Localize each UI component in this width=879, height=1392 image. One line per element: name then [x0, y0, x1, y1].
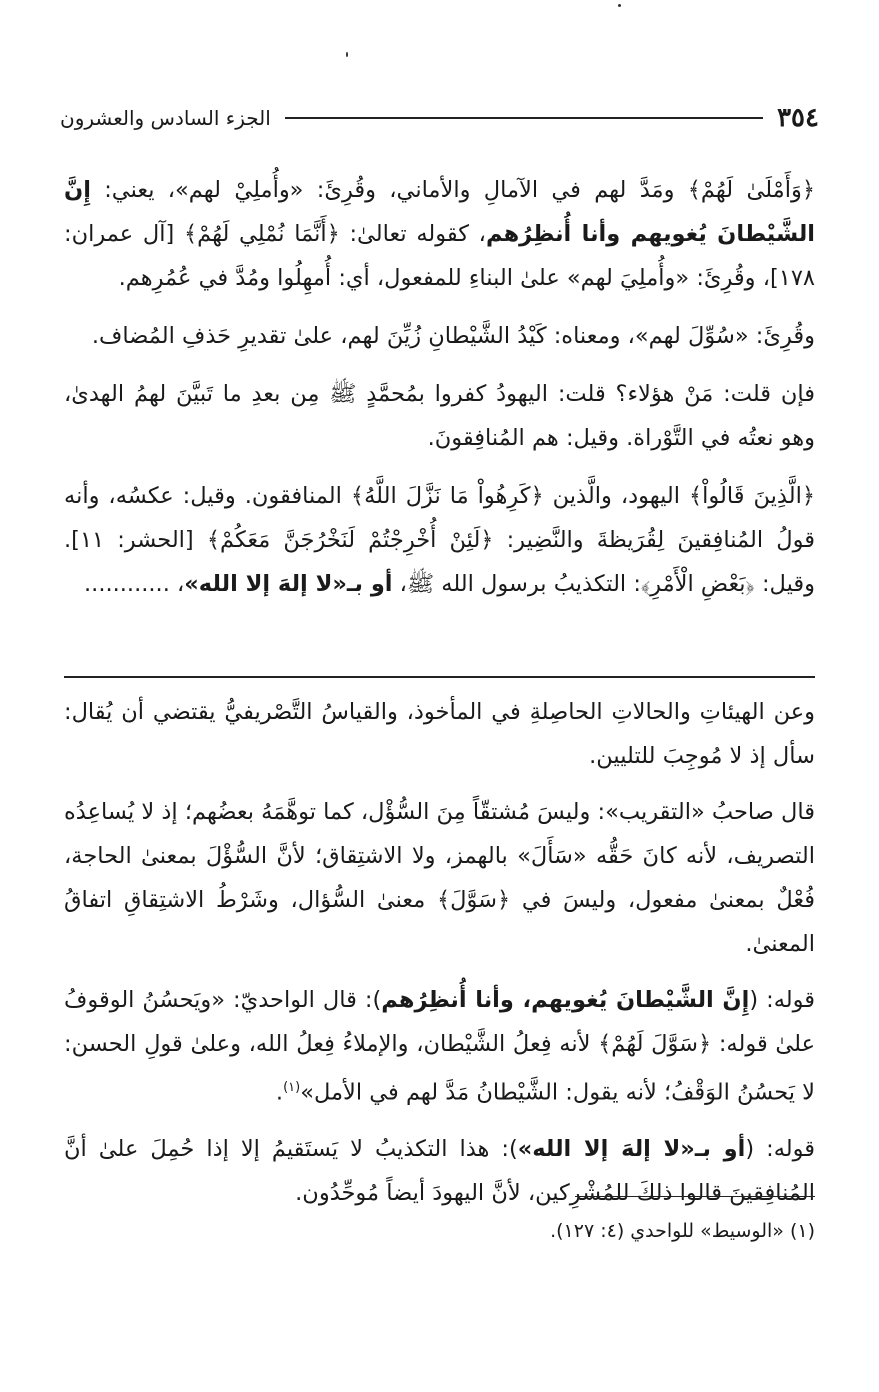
paragraph-text: ): قال الواحديّ: «ويَحسُنُ الوقوفُ علىٰ قوله: ﴿سَوَّلَ لَهُمْ﴾ لأنه فِعلُ الشَّيْطان، والإملاءُ فِعلُ الله، وعلىٰ قولِ الحسن: لا يَحسُنُ الوَقْفُ؛ لأنه يقول: الشَّيْطانُ مَدَّ لهم في الأمل» [64, 987, 815, 1106]
paragraph-text: وعن الهيئاتِ والحالاتِ الحاصِلةِ في المأخوذ، والقياسُ التَّصْريفيُّ يقتضي أن يُقال: سأل إذ لا مُوجِبَ للتليين. [64, 699, 815, 769]
footnote-rule [575, 1196, 815, 1197]
bold-phrase: أو بـ«لا إلهَ إلا الله» [184, 571, 393, 597]
paragraph-text: ﴿وَأَمْلَىٰ لَهُمْ﴾ ومَدَّ لهم في الآمالِ والأماني، وقُرِئَ: «وأُملِيْ لهم»، يعني: [90, 177, 815, 203]
section-divider [64, 676, 815, 678]
bold-phrase: أو بـ«لا إلهَ إلا الله» [517, 1135, 746, 1162]
scan-speck [618, 4, 621, 7]
footnote: (١) «الوسيط» للواحدي (٤: ١٢٧). [550, 1220, 815, 1242]
commentary-paragraph [64, 372, 815, 460]
paragraph-text: فإن قلت: مَنْ هؤلاء؟ قلت: اليهودُ كفروا بمُحمَّدٍ ﷺ مِن بعدِ ما تَبيَّنَ لهمُ الهدىٰ، وهو نعتُه في التَّوْراة. وقيل: هم المُنافِقونَ. [64, 381, 815, 451]
commentary-paragraph [64, 474, 815, 606]
paragraph-text: ﴿الَّذِينَ قَالُواْ﴾ اليهود، والَّذين ﴿كَرِهُواْ مَا نَزَّلَ اللَّهُ﴾ المنافقون. وقيل: عكسُه، وأنه قولُ المُنافِقينَ لِقُرَيظةَ والنَّضِير: ﴿لَئِنْ أُخْرِجْتُمْ لَنَخْرُجَنَّ مَعَكُمْ﴾ [الحشر: ١١]. وقيل: ﴿بَعْضِ الْأَمْرِ﴾: التكذيبُ برسول الله ﷺ، [64, 483, 815, 597]
gloss-paragraph [64, 978, 815, 1115]
paragraph-text: ، ............ [84, 571, 185, 597]
paragraph-text: قوله: ( [749, 987, 815, 1013]
paragraph-text: ، كقوله تعالىٰ: ﴿أَنَّمَا نُمْلِي لَهُمْ﴾ [آل عمران: ١٧٨]، وقُرِئَ: «وأُملِيَ لهم» علىٰ البناءِ للمفعول، أي: أُمهِلُوا ومُدَّ في عُمُرِهم. [64, 221, 815, 291]
header-rule [285, 117, 763, 119]
paragraph-text: ): هذا التكذيبُ لا يَستَقيمُ إلا إذا حُمِلَ علىٰ أنَّ المُنافِقينَ قالوا ذلكَ للمُشْرِكين، لأنَّ اليهودَ أيضاً مُوحِّدُون. [64, 1135, 815, 1206]
paragraph-text: قوله: ( [745, 1135, 815, 1162]
gloss-paragraph [64, 690, 815, 778]
paragraph-text: قال صاحبُ «التقريب»: وليسَ مُشتقّاً مِنَ السُّؤْل، كما توهَّمَهُ بعضُهم؛ إذ لا يُساعِدُه التصريف، لأنه كانَ حَقُّه «سَأَلَ» بالهمز، ولا الاشتِقاق؛ لأنَّ السُّؤْلَ بمعنىٰ الحاجة، فُعْلٌ بمعنىٰ مفعول، وليسَ في ﴿سَوَّلَ﴾ معنىٰ السُّؤال، وشَرْطُ الاشتِقاقِ اتفاقُ المعنىٰ. [64, 799, 815, 957]
page-header [60, 98, 819, 138]
footnote-marker: (١) [283, 1080, 301, 1095]
bold-phrase: إِنَّ الشَّيْطانَ يُغويهم وأنا أُنظِرُهم [64, 177, 815, 247]
page-number: ٣٥٤ [777, 103, 819, 133]
gloss-paragraph [64, 1127, 815, 1215]
commentary-paragraph [64, 168, 815, 300]
running-title: الجزء السادس والعشرون [60, 106, 271, 130]
paragraph-text: وقُرِئَ: «سُوِّلَ لهم»، ومعناه: كَيْدُ الشَّيْطانِ زُيِّنَ لهم، علىٰ تقديرِ حَذفِ المُضاف. [91, 323, 815, 349]
commentary-paragraph [64, 314, 815, 358]
gloss-section [64, 690, 815, 1227]
bold-phrase: إِنَّ الشَّيْطانَ يُغويهم، وأنا أُنظِرُهم [381, 987, 750, 1013]
gloss-paragraph [64, 790, 815, 966]
main-commentary [64, 168, 815, 606]
paragraph-text: . [275, 1079, 284, 1106]
scan-speck [346, 52, 348, 57]
